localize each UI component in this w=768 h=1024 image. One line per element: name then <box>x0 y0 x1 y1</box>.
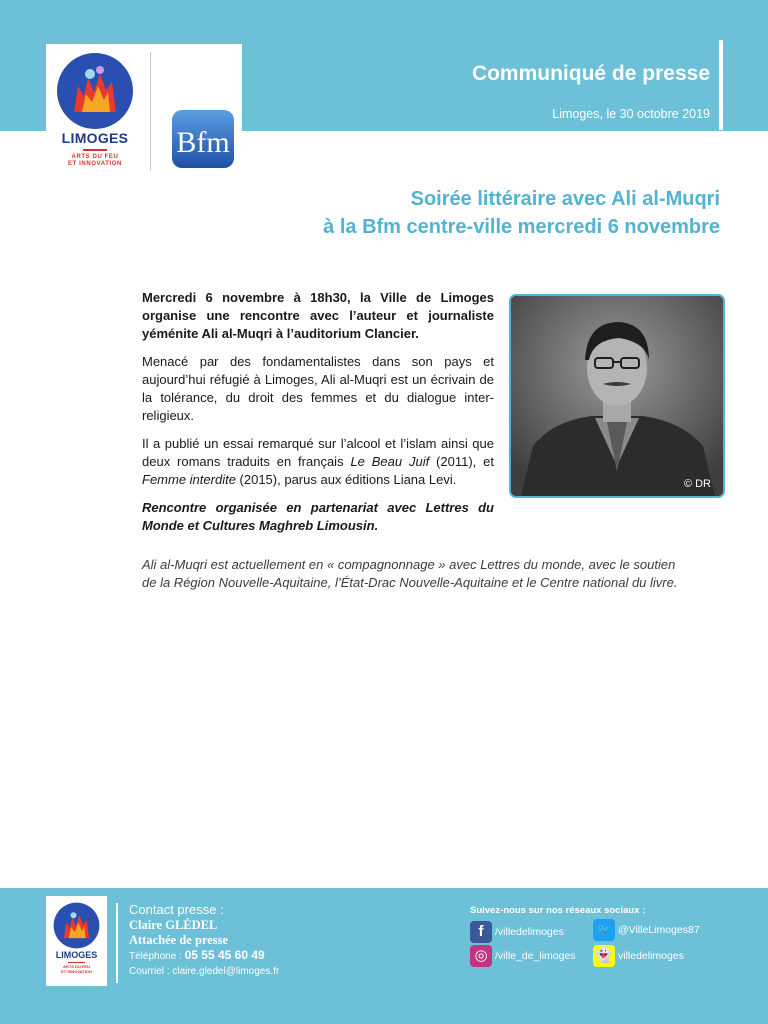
contact-phone <box>129 948 279 964</box>
partner-paragraph: Rencontre organisée en partenariat avec Lettres du Monde et Cultures Maghreb Limousin. <box>142 500 494 533</box>
headline-line-1: Soirée littéraire avec Ali al-Muqri <box>410 188 720 210</box>
social-twitter[interactable] <box>593 919 700 941</box>
social-snapchat[interactable] <box>593 945 684 967</box>
facebook-handle: /villedelimoges <box>495 926 564 938</box>
footer-limoges-rule <box>68 962 85 963</box>
snapchat-icon: 👻 <box>593 945 615 967</box>
limoges-rule <box>83 149 107 151</box>
limoges-tagline-1: ARTS DU FEU <box>71 154 119 160</box>
headline-line-2: à la Bfm centre-ville mercredi 6 novembre <box>323 216 720 238</box>
contact-name: Claire GLÉDEL <box>129 918 218 932</box>
contact-email[interactable]: Courriel : claire.gledel@limoges.fr <box>129 966 280 977</box>
bfm-logo-icon <box>170 108 236 170</box>
paragraph-3-text-b: (2011), et <box>429 454 494 469</box>
book-title-2: Femme interdite <box>142 472 236 487</box>
header-accent-bar <box>719 40 723 130</box>
footer-limoges-tagline <box>46 964 107 974</box>
footnote-line-2: de la Région Nouvelle-Aquitaine, l’État-Drac Nouvelle-Aquitaine et le Centre national du livre. <box>142 575 678 590</box>
phone-number[interactable]: 05 55 45 60 49 <box>184 948 265 962</box>
limoges-wordmark: LIMOGES <box>61 130 129 146</box>
paragraph-3 <box>142 435 494 489</box>
social-instagram[interactable] <box>470 945 576 967</box>
body-text <box>142 289 494 545</box>
headline <box>323 185 720 241</box>
author-portrait-image <box>511 296 723 496</box>
footnote <box>142 556 722 592</box>
contact-label: Contact presse : <box>129 902 224 917</box>
page-title: Communiqué de presse <box>471 62 710 85</box>
book-title-1: Le Beau Juif <box>350 454 430 469</box>
social-facebook[interactable] <box>470 921 564 943</box>
footer-limoges-logo-icon <box>53 902 100 949</box>
logo-panel <box>46 44 242 174</box>
logo-divider <box>150 52 151 170</box>
paragraph-3-text-a: Il a publié un essai remarqué sur l’alcool et l’islam ainsi que deux romans traduits en français <box>142 436 494 469</box>
footnote-line-1: Ali al-Muqri est actuellement en « compagnonnage » avec Lettres du monde, avec le soutien <box>142 557 676 572</box>
twitter-icon: 🐦 <box>593 919 615 941</box>
instagram-handle: /ville_de_limoges <box>495 950 576 962</box>
limoges-logo-icon <box>56 52 134 130</box>
paragraph-2: Menacé par des fondamentalistes dans son pays et aujourd’hui réfugié à Limoges, Ali al-Muqri est un écrivain de la tolérance, du droit des femmes et du dialogue inter-religieux. <box>142 354 494 423</box>
contact-role: Attachée de presse <box>129 933 229 947</box>
footer-tagline-2: ET INNOVATION <box>61 969 92 974</box>
facebook-icon: f <box>470 921 492 943</box>
photo-credit: © DR <box>683 478 711 490</box>
social-title: Suivez-nous sur nos réseaux sociaux : <box>470 905 646 916</box>
press-contact <box>129 902 279 979</box>
phone-label: Téléphone : <box>129 951 185 962</box>
paragraph-3-text-c: (2015), parus aux éditions Liana Levi. <box>235 472 457 487</box>
limoges-tagline <box>46 154 144 168</box>
footer-logo <box>46 896 107 986</box>
lead-paragraph: Mercredi 6 novembre à 18h30, la Ville de Limoges organise une rencontre avec l’auteur et journaliste yéménite Ali al-Muqri à l’auditorium Clancier. <box>142 290 494 341</box>
footer-tagline-1: ARTS DU FEU <box>63 964 90 969</box>
footer-limoges-wordmark: LIMOGES <box>55 950 98 960</box>
twitter-handle: @VilleLimoges87 <box>618 924 700 936</box>
limoges-tagline-2: ET INNOVATION <box>68 161 122 167</box>
instagram-icon: ◎ <box>470 945 492 967</box>
snapchat-handle: villedelimoges <box>618 950 684 962</box>
author-photo <box>509 294 725 498</box>
bfm-wordmark: Bfm <box>176 126 230 159</box>
date-line: Limoges, le 30 octobre 2019 <box>552 107 710 121</box>
contact-accent-bar <box>116 903 118 983</box>
